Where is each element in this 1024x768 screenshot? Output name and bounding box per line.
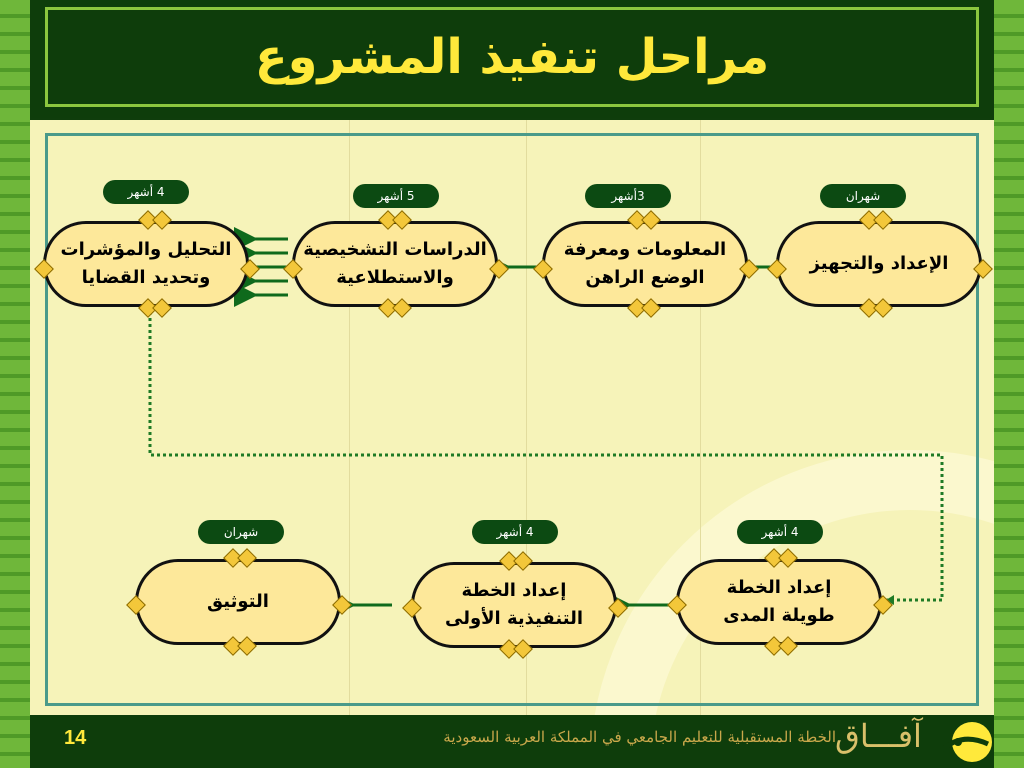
stage-label: إعداد الخطة	[461, 580, 567, 601]
stage-label: المعلومات ومعرفة	[563, 239, 727, 260]
stage-label: الدراسات التشخيصية	[303, 239, 487, 260]
stage-first-executive-plan	[411, 562, 617, 648]
afaq-logo-icon	[938, 720, 992, 764]
stage-label: وتحديد القضايا	[81, 267, 211, 288]
stage-label: طويلة المدى	[723, 605, 835, 626]
brand-name: آفـــاق	[835, 717, 922, 755]
stage-documentation	[135, 559, 341, 645]
stage-preparation	[776, 221, 982, 307]
stage-label: الإعداد والتجهيز	[809, 253, 949, 274]
slide-title: مراحل تنفيذ المشروع	[254, 29, 770, 85]
stage-label: والاستطلاعية	[336, 267, 454, 288]
duration-badge: 5 أشهر	[353, 184, 439, 208]
stage-label: التنفيذية الأولى	[445, 608, 583, 629]
stage-information	[542, 221, 748, 307]
stage-long-term-plan	[676, 559, 882, 645]
stage-diagnostic-studies	[292, 221, 498, 307]
duration-badge: شهران	[198, 520, 284, 544]
duration-badge: 4 أشهر	[103, 180, 189, 204]
stage-label: الوضع الراهن	[585, 267, 705, 288]
page-number: 14	[64, 727, 87, 749]
stage-label: التوثيق	[207, 591, 269, 612]
dotted-connector-stage4-to-stage5	[150, 306, 942, 600]
stage-label: التحليل والمؤشرات	[60, 239, 232, 260]
duration-badge: شهران	[820, 184, 906, 208]
footer-plan-text: الخطة المستقبلية للتعليم الجامعي في المملكة العربية السعودية	[443, 728, 836, 746]
duration-badge: 3أشهر	[585, 184, 671, 208]
stage-analysis	[43, 221, 249, 307]
stage-label: إعداد الخطة	[726, 577, 832, 598]
duration-badge: 4 أشهر	[737, 520, 823, 544]
duration-badge: 4 أشهر	[472, 520, 558, 544]
